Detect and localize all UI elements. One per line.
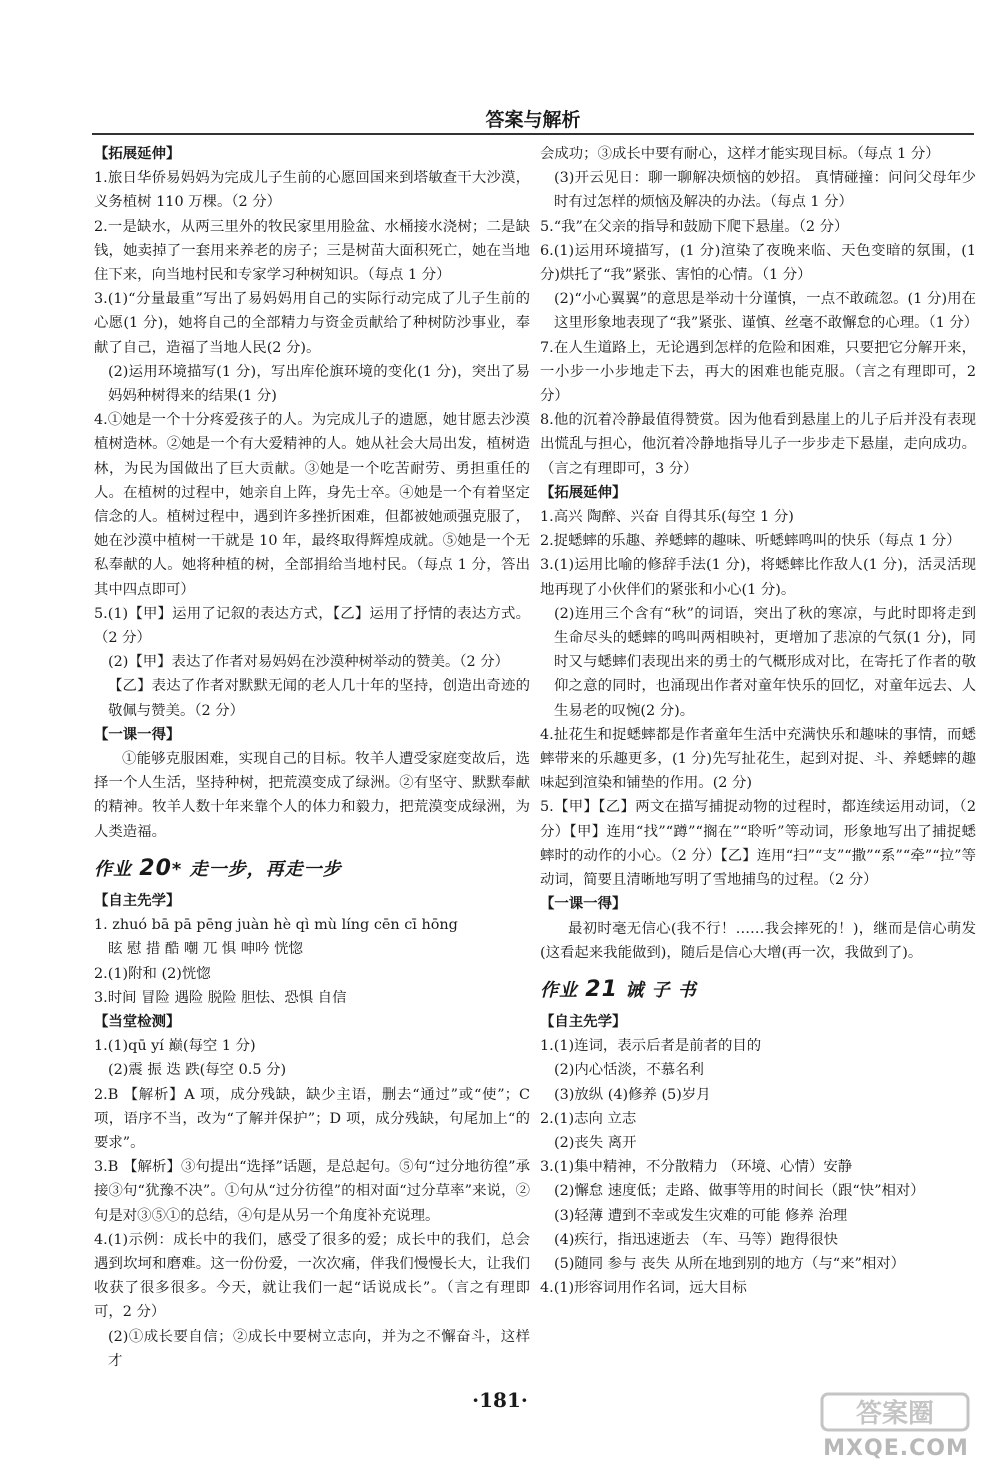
watermark-logo-icon — [820, 1390, 970, 1434]
answer-paragraph: 3.时间 冒险 遇险 脱险 胆怯、恐惧 自信 — [94, 989, 347, 1006]
answer-paragraph: (2)“小心翼翼”的意思是举动十分谨慎，一点不敢疏忽。(1 分)用在这里形象地表现了“我”紧张、谨慎、丝毫不敢懈怠的心理。（1 分） — [554, 291, 979, 332]
page-number: ·181· — [472, 1388, 528, 1412]
assignment-title-prefix: 作业 — [94, 858, 140, 880]
assignment-title-prefix: 作业 — [540, 979, 586, 1001]
answer-paragraph: 2.(1)附和 (2)恍惚 — [94, 965, 211, 982]
answer-paragraph: 2.一是缺水，从两三里外的牧民家里用脸盆、水桶接水浇树；二是缺钱，她卖掉了一套用来养老的房子；三是树苗大面积死亡，她在当地住下来，向当地村民和专家学习种树知识。（每点 1 分） — [94, 218, 530, 284]
answer-paragraph: 1. zhuó bā pā pēng juàn hè qì mù líng cēn cī hōng — [94, 917, 458, 934]
answer-paragraph: (2)内心恬淡，不慕名利 — [554, 1062, 704, 1079]
answer-paragraph: 4.(1)形容词用作名词，远大目标 — [540, 1280, 747, 1297]
answer-paragraph: (3)开云见日：聊一聊解决烦恼的妙招。 真情碰撞：问问父母年少时有过怎样的烦恼及解决的办法。（每点 1 分） — [554, 170, 976, 211]
watermark-text: MXQE.COM — [823, 1436, 969, 1461]
answer-paragraph: 【乙】表达了作者对默默无闻的老人几十年的坚持，创造出奇迹的敬佩与赞美。（2 分） — [108, 678, 530, 719]
answer-paragraph: 5.“我”在父亲的指导和鼓励下爬下悬崖。（2 分） — [540, 218, 849, 235]
answer-paragraph: (2)震 振 迭 跌(每空 0.5 分) — [108, 1062, 287, 1079]
answer-paragraph: 6.(1)运用环境描写，(1 分)渲染了夜晚来临、天色变暗的氛围，(1 分)烘托了“我”紧张、害怕的心情。（1 分） — [540, 242, 976, 284]
watermark-logo-text: 答案圈 — [855, 1399, 935, 1429]
page-header — [92, 101, 974, 141]
answer-paragraph: 2.捉蟋蟀的乐趣、养蟋蟀的趣味、听蟋蟀鸣叫的快乐（每点 1 分） — [540, 533, 961, 550]
answer-paragraph: 3.(1)集中精神，不分散精力 （环境、心情）安静 — [540, 1159, 853, 1176]
assignment-number: 21 — [585, 976, 618, 1002]
answer-paragraph: 1.(1)连词，表示后者是前者的目的 — [540, 1038, 762, 1055]
answer-paragraph: (2)【甲】表达了作者对易妈妈在沙漠种树举动的赞美。（2 分） — [108, 654, 510, 671]
right-column — [540, 142, 979, 1300]
answer-paragraph: 7.在人生道路上，无论遇到怎样的危险和困难，只要把它分解开来，一小步一小步地走下去，再大的困难也能克服。（言之有理即可，2 分） — [540, 339, 976, 405]
left-column — [94, 142, 530, 1373]
answer-paragraph: 最初时毫无信心(我不行！……我会摔死的！)，继而是信心萌发(这看起来我能做到)，随后是信心大增(再一次，我做到了)。 — [540, 920, 976, 961]
header-title: 答案与解析 — [485, 109, 581, 131]
answer-paragraph: 3.B 【解析】③句提出“选择”话题，是总起句。⑤句“过分地彷徨”承接③句“犹豫不决”。①句从“过分彷徨”的相对面“过分草率”来说，②句是对③⑤①的总结，④句是从另一个角度补充说理。 — [94, 1159, 530, 1224]
answer-paragraph: (2)①成长要自信；②成长中要树立志向，并为之不懈奋斗，这样才 — [108, 1328, 530, 1369]
answer-paragraph: (4)疾行，指迅速逝去 （车、马等）跑得很快 — [554, 1231, 838, 1248]
answer-paragraph: 眩 慰 措 酷 嘲 兀 惧 呻吟 恍惚 — [108, 941, 303, 958]
answer-paragraph: (3)轻薄 遭到不幸或发生灾难的可能 修养 治理 — [554, 1207, 848, 1224]
answer-paragraph: 2.(1)志向 立志 — [540, 1110, 637, 1127]
watermark — [800, 1390, 992, 1468]
assignment-title — [540, 977, 976, 1004]
answer-paragraph: (5)随同 参与 丧失 从所在地到别的地方（与“来”相对） — [554, 1255, 906, 1272]
answer-paragraph: (2)丧失 离开 — [554, 1134, 637, 1151]
answer-paragraph: 3.(1)运用比喻的修辞手法(1 分)，将蟋蟀比作敌人(1 分)，活灵活现地再现了小伙伴们的紧张和小心(1 分)。 — [540, 557, 976, 598]
answer-paragraph: 4.①她是一个十分疼爱孩子的人。为完成儿子的遗愿，她甘愿去沙漠植树造林。②她是一个有大爱精神的人。她从社会大局出发，植树造林，为民为国做出了巨大贡献。③她是一个吃苦耐劳、勇担重任的人。在植树的过程中，她亲自上阵，身先士卒。④她是一个有着坚定信念的人。植树过程中，遇到许多挫折困难，但都被她顽强克服了，她在沙漠中植树一干就是 10 年，最终取得辉煌成就。⑤她是一个无私奉献的人。她将种植的树，全部捐给当地村民。（每点 1 分，答出其中四点即可） — [94, 412, 530, 598]
section-heading: 【自主先学】 — [540, 1013, 627, 1030]
answer-paragraph: (2)连用三个含有“秋”的词语，突出了秋的寒凉，与此时即将走到生命尽头的蟋蟀的鸣叫两相映衬，更增加了悲凉的气氛(1 分)，同时又与蟋蟀们表现出来的勇士的气概形成对比，在寄托了作者的敬仰之意的同时，也涌现出作者对童年快乐的回忆，对童年远去、人生易老的叹惋(2 分)。 — [554, 605, 976, 719]
assignment-title — [94, 856, 530, 883]
section-heading: 【拓展延伸】 — [94, 146, 181, 162]
answer-paragraph: 1.高兴 陶醉、兴奋 自得其乐(每空 1 分) — [540, 509, 794, 526]
answer-paragraph: 4.(1)示例：成长中的我们，感受了很多的爱；成长中的我们，总会遇到坎坷和磨难。这一份份爱，一次次痛，伴我们慢慢长大，让我们收获了很多很多。今天，就让我们一起“话说成长”。（言之有理即可，2 分） — [94, 1231, 530, 1321]
answer-paragraph: 3.(1)“分量最重”写出了易妈妈用自己的实际行动完成了儿子生前的心愿(1 分)，她将自己的全部精力与资金贡献给了种树防沙事业，奉献了自己，造福了当地人民(2 分)。 — [94, 291, 530, 356]
section-heading: 【拓展延伸】 — [540, 484, 627, 501]
answer-paragraph: 8.他的沉着冷静最值得赞赏。因为他看到悬崖上的儿子后并没有表现出慌乱与担心，他沉着冷静地指导儿子一步步走下悬崖，走向成功。（言之有理即可，3 分） — [540, 412, 976, 477]
answer-paragraph: 会成功；③成长中要有耐心，这样才能实现目标。（每点 1 分） — [540, 146, 940, 162]
answer-paragraph: 2.B 【解析】A 项，成分残缺，缺少主语，删去“通过”或“使”；C 项，语序不当，改为“了解并保护”；D 项，成分残缺，句尾加上“的要求”。 — [94, 1086, 530, 1151]
answer-paragraph: (2)运用环境描写(1 分)，写出库伦旗环境的变化(1 分)，突出了易妈妈种树得来的结果(1 分) — [108, 363, 530, 405]
header-rule — [92, 133, 974, 135]
section-heading: 【当堂检测】 — [94, 1013, 181, 1030]
section-heading: 【一课一得】 — [540, 896, 627, 913]
section-heading: 【一课一得】 — [94, 726, 181, 743]
answer-paragraph: 1.旅日华侨易妈妈为完成儿子生前的心愿回国来到塔敏查干大沙漠，义务植树 110 万棵。（2 分） — [94, 170, 530, 211]
answer-paragraph: 5.【甲】【乙】两文在描写捕捉动物的过程时，都连续运用动词，（2 分）【甲】连用“找”“蹲”“搁在”“聆听”等动词，形象地写出了捕捉蟋蟀时的动作的小心。（2 分）【乙】连用“扫”“支”“撒”“系”“牵”“拉”等动词，简要且清晰地写明了雪地捕鸟的过程。（2 分） — [540, 799, 976, 889]
section-heading: 【自主先学】 — [94, 892, 181, 909]
answer-paragraph: 4.扯花生和捉蟋蟀都是作者童年生活中充满快乐和趣味的事情，而蟋蟀带来的乐趣更多，(1 分)先写扯花生，起到对捉、斗、养蟋蟀的趣味起到渲染和铺垫的作用。(2 分) — [540, 726, 976, 792]
assignment-title-text: * 走一步，再走一步 — [171, 858, 342, 880]
answer-paragraph: 5.(1)【甲】运用了记叙的表达方式，【乙】运用了抒情的表达方式。（2 分） — [94, 605, 530, 647]
answer-paragraph: (3)放纵 (4)修养 (5)岁月 — [554, 1086, 711, 1103]
answer-paragraph: 1.(1)qū yí 巅(每空 1 分) — [94, 1038, 256, 1055]
assignment-number: 20 — [139, 855, 172, 881]
answer-paragraph: ①能够克服困难，实现自己的目标。牧羊人遭受家庭变故后，选择一个人生活，坚持种树，把荒漠变成了绿洲。②有坚守、默默奉献的精神。牧羊人数十年来靠个人的体力和毅力，把荒漠变成绿洲，为人类造福。 — [94, 751, 530, 840]
answer-paragraph: (2)懈怠 速度低；走路、做事等用的时间长（跟“快”相对） — [554, 1183, 925, 1200]
assignment-title-text: 诫 子 书 — [617, 979, 697, 1001]
